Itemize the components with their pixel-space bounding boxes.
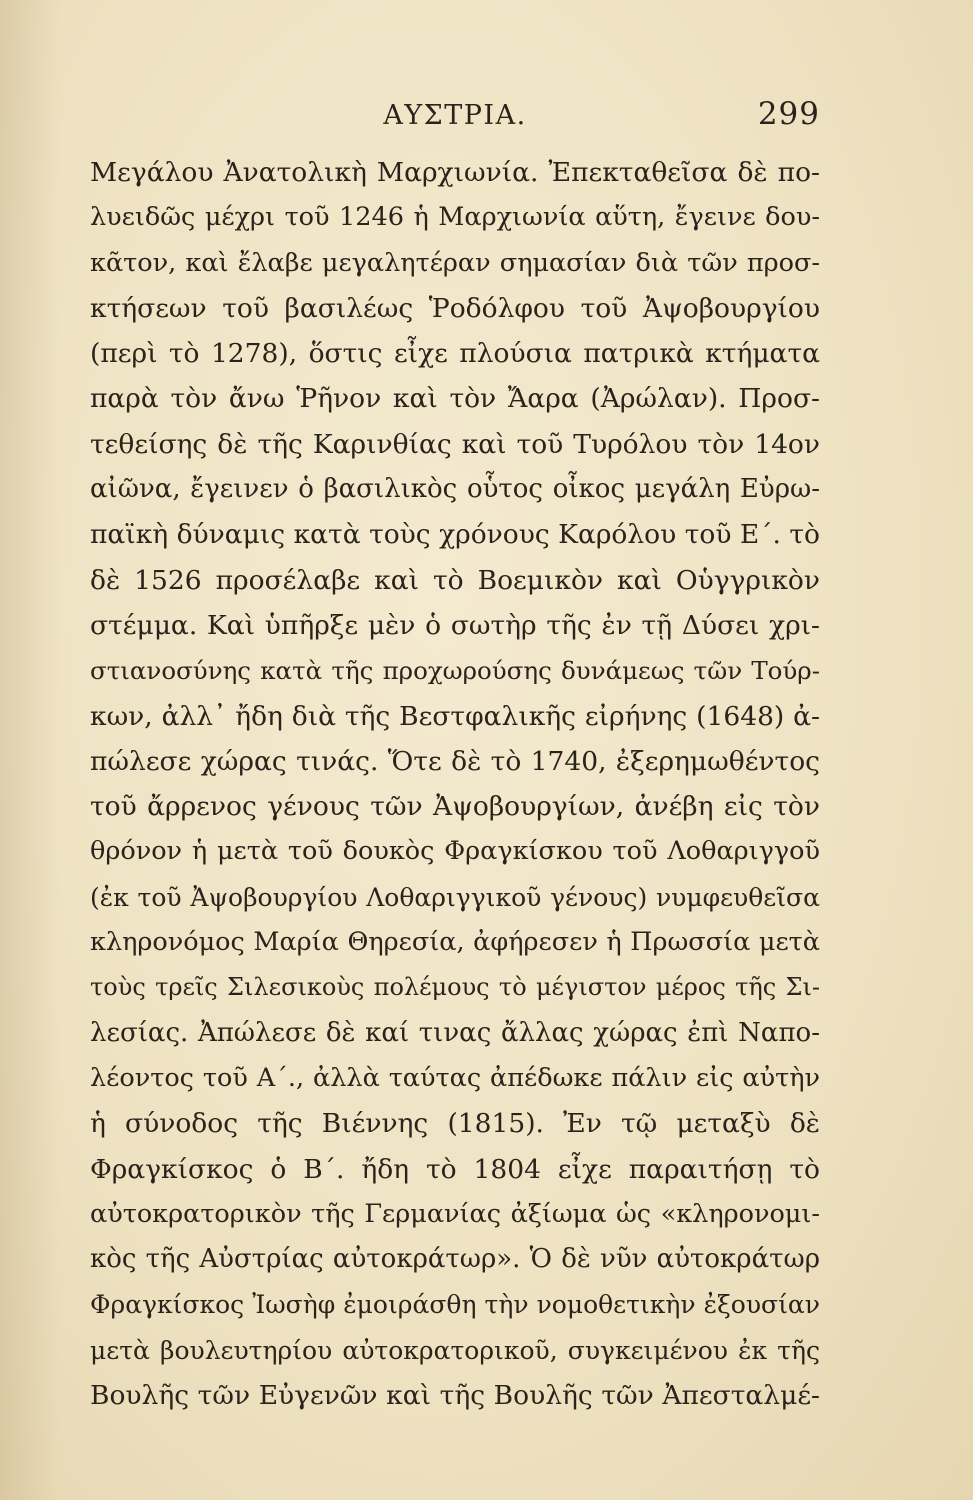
text-line: κᾶτον, καὶ ἔλαβε μεγαλητέραν σημασίαν διὰ τῶν προσ-: [90, 247, 820, 278]
text-line: (περὶ τὸ 1278), ὅστις εἶχε πλούσια πατρικὰ κτήματα: [90, 338, 820, 370]
running-head: ΑΥΣΤΡΙΑ.: [383, 100, 527, 131]
text-line: λέοντος τοῦ Α΄., ἀλλὰ ταύτας ἀπέδωκε πάλιν εἰς αὐτὴν: [90, 1062, 820, 1093]
text-line: δὲ 1526 προσέλαβε καὶ τὸ Βοεμικὸν καὶ Οὑγγρικὸν: [90, 564, 820, 596]
text-line: πώλεσε χώρας τινάς. Ὅτε δὲ τὸ 1740, ἐξερημωθέντος: [90, 745, 820, 777]
text-line: λυειδῶς μέχρι τοῦ 1246 ἡ Μαρχιωνία αὕτη, ἔγεινε δου-: [90, 202, 820, 233]
text-line: παρὰ τὸν ἄνω Ῥῆνον καὶ τὸν Ἄαρα (Ἀρώλαν). Προσ-: [90, 383, 820, 415]
text-line: θρόνον ἡ μετὰ τοῦ δουκὸς Φραγκίσκου τοῦ Λοθαριγγοῦ: [90, 836, 820, 867]
text-line: παϊκὴ δύναμις κατὰ τοὺς χρόνους Καρόλου τοῦ Ε΄. τὸ: [90, 519, 820, 551]
text-line: Βουλῆς τῶν Εὐγενῶν καὶ τῆς Βουλῆς τῶν Ἀπεσταλμέ-: [90, 1380, 820, 1412]
body-text: [90, 150, 820, 1418]
text-line: Φραγκίσκος ὁ Β΄. ἤδη τὸ 1804 εἶχε παραιτήσῃ τὸ: [90, 1153, 820, 1185]
text-line: κτήσεων τοῦ βασιλέως Ῥοδόλφου τοῦ Ἀψοβουργίου: [90, 292, 820, 324]
text-line: τοῦ ἄρρενος γένους τῶν Ἀψοβουργίων, ἀνέβη εἰς τὸν: [90, 791, 820, 823]
text-line: αἰῶνα, ἔγεινεν ὁ βασιλικὸς οὗτος οἶκος μεγάλη Εὐρω-: [90, 474, 820, 505]
text-line: μετὰ βουλευτηρίου αὐτοκρατορικοῦ, συγκειμένου ἐκ τῆς: [90, 1335, 820, 1365]
text-line: Φραγκίσκος Ἰωσὴφ ἐμοιράσθη τὴν νομοθετικὴν ἐξουσίαν: [90, 1290, 820, 1320]
text-line: Μεγάλου Ἀνατολικὴ Μαρχιωνία. Ἐπεκταθεῖσα δὲ πο-: [90, 157, 820, 188]
page-gutter-shadow: [0, 0, 60, 1500]
text-line: στιανοσύνης κατὰ τῆς προχωρούσης δυνάμεως τῶν Τούρ-: [90, 656, 820, 686]
text-line: λεσίας. Ἀπώλεσε δὲ καί τινας ἄλλας χώρας ἐπὶ Ναπο-: [90, 1017, 820, 1048]
text-line: κων, ἀλλ᾽ ἤδη διὰ τῆς Βεστφαλικῆς εἰρήνης (1648) ἀ-: [90, 700, 820, 732]
text-line: κὸς τῆς Αὐστρίας αὐτοκράτωρ». Ὁ δὲ νῦν αὐτοκράτωρ: [90, 1244, 820, 1275]
text-line: τοὺς τρεῖς Σιλεσικοὺς πολέμους τὸ μέγιστον μέρος τῆς Σι-: [90, 973, 820, 1002]
text-line: (ἐκ τοῦ Ἀψοβουργίου Λοθαριγγικοῦ γένους) νυμφευθεῖσα: [90, 882, 820, 912]
page-number: 299: [757, 96, 820, 132]
text-line: τεθείσης δὲ τῆς Καρινθίας καὶ τοῦ Τυρόλου τὸν 14ον: [90, 428, 820, 460]
text-line: στέμμα. Καὶ ὑπῆρξε μὲν ὁ σωτὴρ τῆς ἐν τῇ Δύσει χρι-: [90, 609, 820, 641]
page-header: [90, 96, 820, 136]
text-line: αὐτοκρατορικὸν τῆς Γερμανίας ἀξίωμα ὡς «κληρονομι-: [90, 1198, 820, 1229]
text-line: κληρονόμος Μαρία Θηρεσία, ἀφήρεσεν ἡ Πρωσσία μετὰ: [90, 927, 820, 958]
text-line: ἡ σύνοδος τῆς Βιέννης (1815). Ἐν τῷ μεταξὺ δὲ: [90, 1108, 820, 1140]
